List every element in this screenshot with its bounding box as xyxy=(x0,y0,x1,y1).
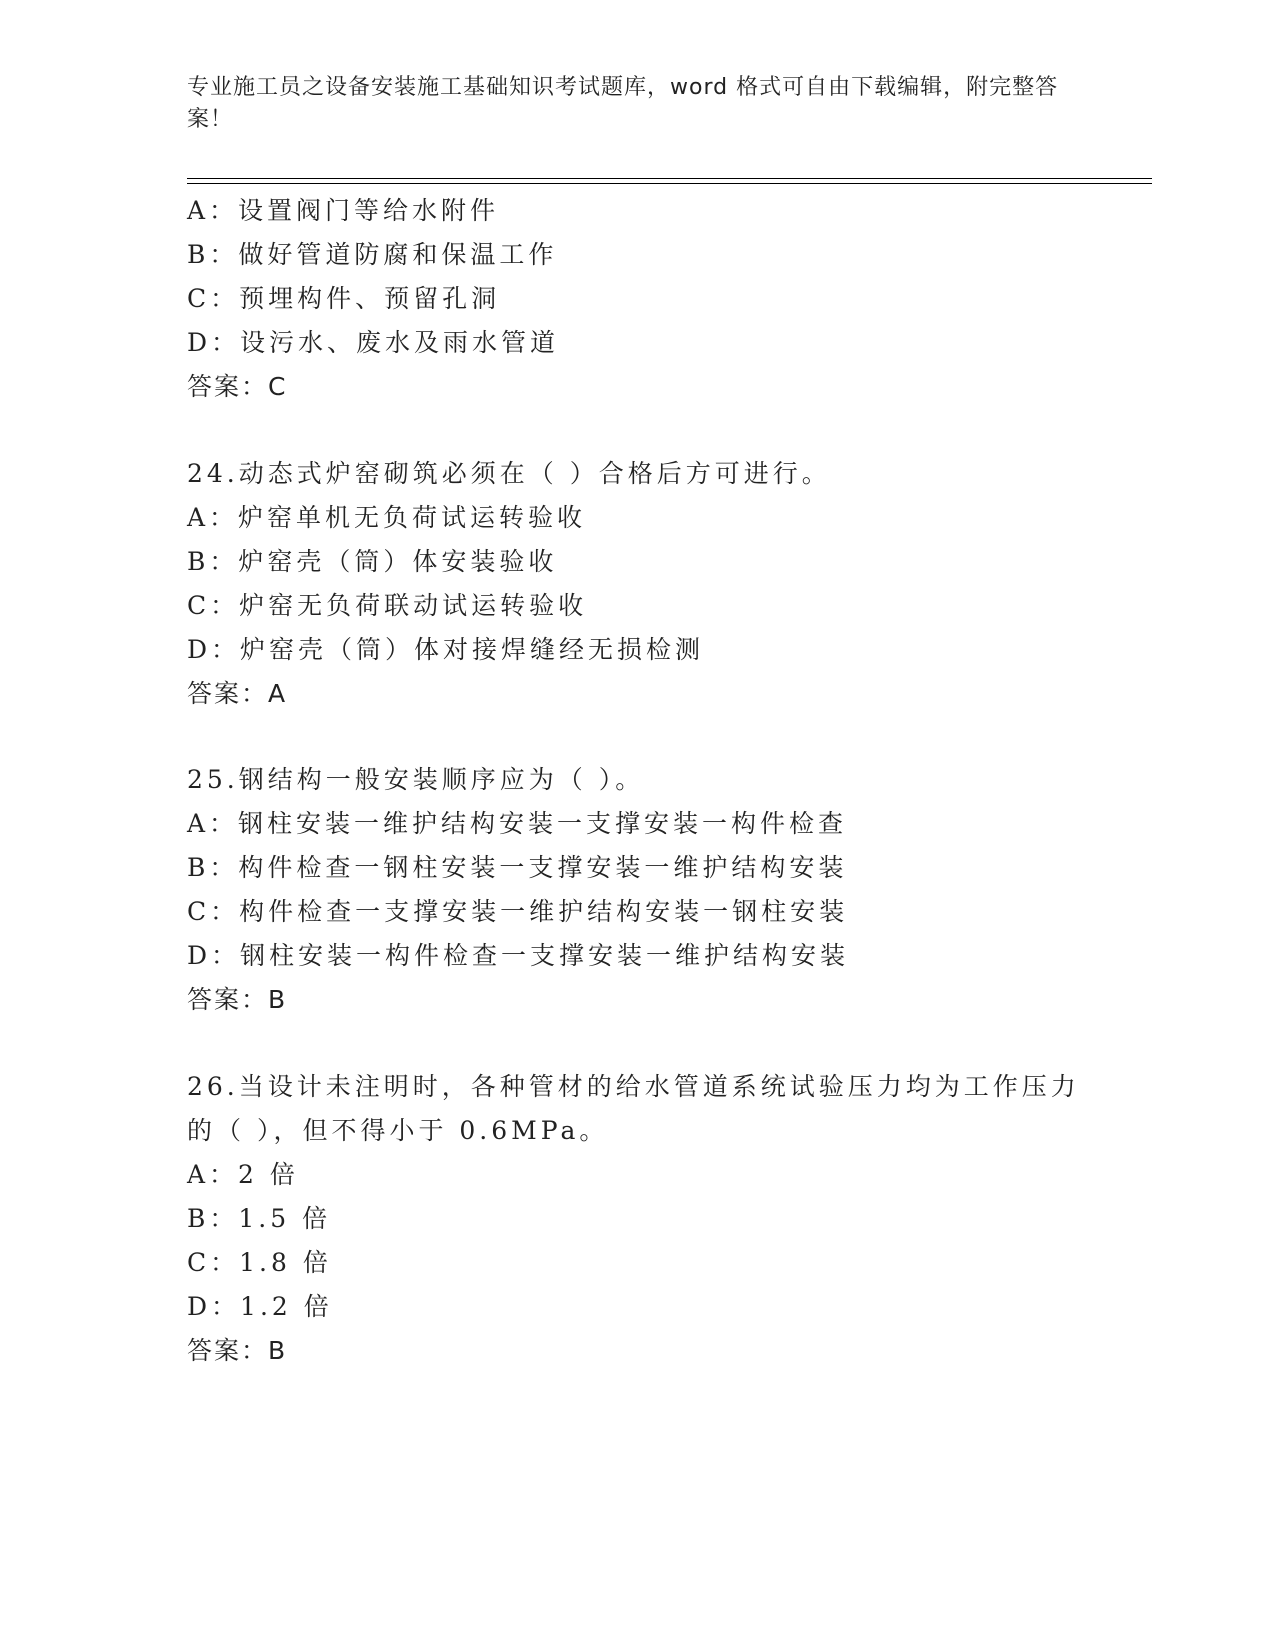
q25-option-a: A：钢柱安装一维护结构安装一支撑安装一构件检查 xyxy=(187,809,848,838)
q25-answer: 答案：B xyxy=(187,985,288,1014)
q24-option-a: A：炉窑单机无负荷试运转验收 xyxy=(187,503,587,532)
q25-option-c: C：构件检查一支撑安装一维护结构安装一钢柱安装 xyxy=(187,897,849,926)
q26-option-a: A：2 倍 xyxy=(187,1160,299,1189)
q23-option-d: D：设污水、废水及雨水管道 xyxy=(187,328,560,357)
q24-answer: 答案：A xyxy=(187,679,288,708)
q25-question: 25.钢结构一般安装顺序应为（ ）。 xyxy=(187,765,645,794)
q24-question: 24.动态式炉窑砌筑必须在（ ）合格后方可进行。 xyxy=(187,459,831,488)
q26-option-b: B：1.5 倍 xyxy=(187,1204,332,1233)
q26-question-line-2: 的（ ），但不得小于 0.6MPa。 xyxy=(187,1116,609,1145)
q24-option-c: C：炉窑无负荷联动试运转验收 xyxy=(187,591,588,620)
q25-option-d: D：钢柱安装一构件检查一支撑安装一维护结构安装 xyxy=(187,941,850,970)
header-divider-bottom xyxy=(187,183,1152,184)
q26-answer: 答案：B xyxy=(187,1336,288,1365)
header-divider-top xyxy=(187,178,1152,179)
q26-option-c: C：1.8 倍 xyxy=(187,1248,332,1277)
q23-option-b: B：做好管道防腐和保温工作 xyxy=(187,240,558,269)
q26-question-line-1: 26.当设计未注明时，各种管材的给水管道系统试验压力均为工作压力 xyxy=(187,1072,1080,1101)
q23-answer: 答案：C xyxy=(187,372,288,401)
q24-option-d: D：炉窑壳（筒）体对接焊缝经无损检测 xyxy=(187,635,705,664)
q23-option-a: A：设置阀门等给水附件 xyxy=(187,196,500,225)
q25-option-b: B：构件检查一钢柱安装一支撑安装一维护结构安装 xyxy=(187,853,848,882)
q23-option-c: C：预埋构件、预留孔洞 xyxy=(187,284,501,313)
q24-option-b: B：炉窑壳（筒）体安装验收 xyxy=(187,547,558,576)
document-header: 专业施工员之设备安装施工基础知识考试题库，word 格式可自由下载编辑，附完整答案！ xyxy=(187,75,1059,132)
q26-option-d: D：1.2 倍 xyxy=(187,1292,333,1321)
